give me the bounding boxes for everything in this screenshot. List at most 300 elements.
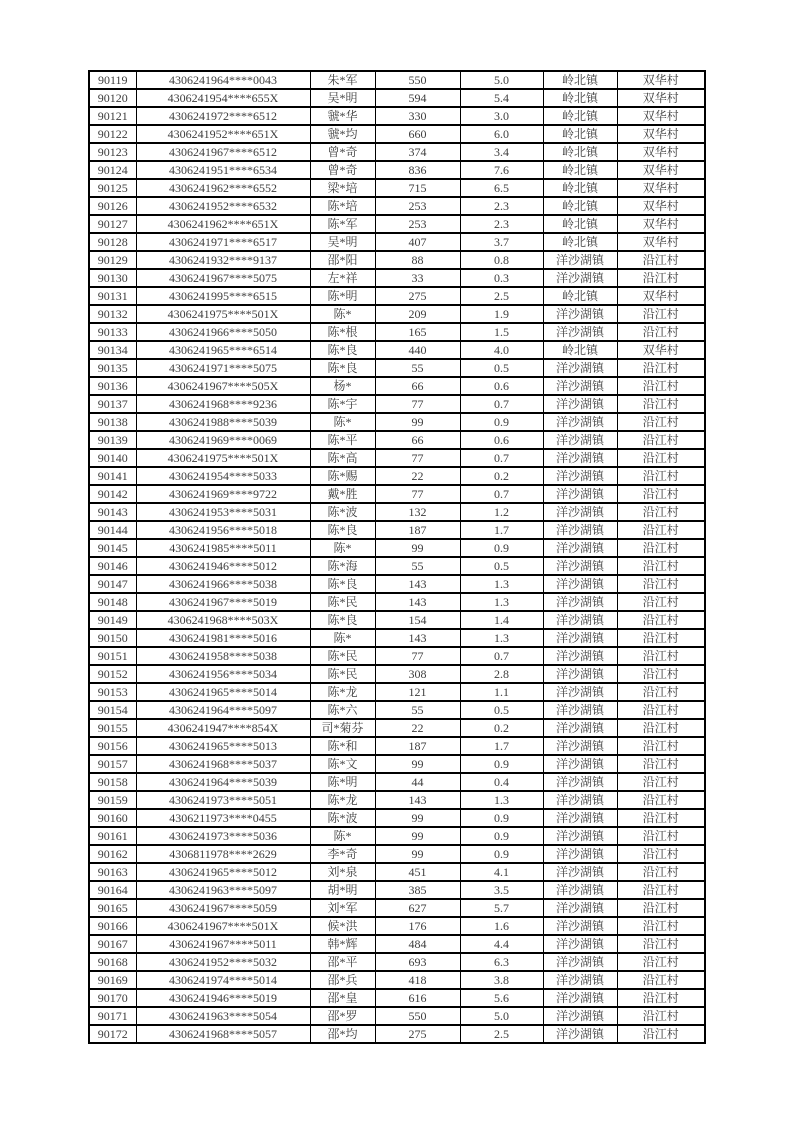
town-cell: 洋沙湖镇 xyxy=(543,431,617,449)
area-cell: 0.9 xyxy=(460,827,543,845)
village-cell: 沿江村 xyxy=(617,773,705,791)
village-cell: 沿江村 xyxy=(617,413,705,431)
village-cell: 双华村 xyxy=(617,215,705,233)
area-cell: 0.8 xyxy=(460,251,543,269)
id-number-cell: 4306241964****5039 xyxy=(136,773,310,791)
id-number-cell: 4306241969****0069 xyxy=(136,431,310,449)
village-cell: 双华村 xyxy=(617,197,705,215)
town-cell: 洋沙湖镇 xyxy=(543,881,617,899)
table-row xyxy=(89,593,705,611)
village-cell: 双华村 xyxy=(617,233,705,251)
town-cell: 洋沙湖镇 xyxy=(543,449,617,467)
amount-cell: 143 xyxy=(375,791,460,809)
area-cell: 5.7 xyxy=(460,899,543,917)
village-cell: 沿江村 xyxy=(617,593,705,611)
id-number-cell: 4306241988****5039 xyxy=(136,413,310,431)
village-cell: 沿江村 xyxy=(617,1007,705,1025)
id-number-cell: 4306241946****5012 xyxy=(136,557,310,575)
town-cell: 洋沙湖镇 xyxy=(543,1007,617,1025)
seq-cell: 90134 xyxy=(89,341,136,359)
seq-cell: 90152 xyxy=(89,665,136,683)
table-row xyxy=(89,143,705,161)
name-cell: 陈*良 xyxy=(310,521,375,539)
amount-cell: 187 xyxy=(375,521,460,539)
name-cell: 陈* xyxy=(310,305,375,323)
amount-cell: 44 xyxy=(375,773,460,791)
id-number-cell: 4306241952****6532 xyxy=(136,197,310,215)
id-number-cell: 4306241952****5032 xyxy=(136,953,310,971)
table-row xyxy=(89,287,705,305)
name-cell: 陈*培 xyxy=(310,197,375,215)
town-cell: 洋沙湖镇 xyxy=(543,359,617,377)
town-cell: 洋沙湖镇 xyxy=(543,989,617,1007)
table-row xyxy=(89,899,705,917)
id-number-cell: 4306241962****651X xyxy=(136,215,310,233)
town-cell: 洋沙湖镇 xyxy=(543,377,617,395)
id-number-cell: 4306241958****5038 xyxy=(136,647,310,665)
seq-cell: 90136 xyxy=(89,377,136,395)
name-cell: 邵*皇 xyxy=(310,989,375,1007)
table-row xyxy=(89,755,705,773)
amount-cell: 77 xyxy=(375,449,460,467)
table-row xyxy=(89,935,705,953)
id-number-cell: 4306241954****5033 xyxy=(136,467,310,485)
town-cell: 洋沙湖镇 xyxy=(543,611,617,629)
area-cell: 0.7 xyxy=(460,449,543,467)
area-cell: 0.4 xyxy=(460,773,543,791)
town-cell: 洋沙湖镇 xyxy=(543,701,617,719)
seq-cell: 90144 xyxy=(89,521,136,539)
table-row xyxy=(89,773,705,791)
area-cell: 6.0 xyxy=(460,125,543,143)
amount-cell: 836 xyxy=(375,161,460,179)
name-cell: 陈* xyxy=(310,539,375,557)
table-row xyxy=(89,881,705,899)
name-cell: 吴*明 xyxy=(310,89,375,107)
town-cell: 洋沙湖镇 xyxy=(543,773,617,791)
village-cell: 沿江村 xyxy=(617,737,705,755)
table-row xyxy=(89,665,705,683)
name-cell: 刘*军 xyxy=(310,899,375,917)
id-number-cell: 4306241973****5036 xyxy=(136,827,310,845)
table-row xyxy=(89,629,705,647)
area-cell: 4.1 xyxy=(460,863,543,881)
table-row xyxy=(89,809,705,827)
id-number-cell: 4306241946****5019 xyxy=(136,989,310,1007)
area-cell: 7.6 xyxy=(460,161,543,179)
area-cell: 3.8 xyxy=(460,971,543,989)
village-cell: 沿江村 xyxy=(617,323,705,341)
village-cell: 沿江村 xyxy=(617,539,705,557)
seq-cell: 90126 xyxy=(89,197,136,215)
seq-cell: 90169 xyxy=(89,971,136,989)
amount-cell: 77 xyxy=(375,485,460,503)
table-row xyxy=(89,215,705,233)
id-number-cell: 4306241967****5019 xyxy=(136,593,310,611)
table-row xyxy=(89,359,705,377)
seq-cell: 90171 xyxy=(89,1007,136,1025)
id-number-cell: 4306241953****5031 xyxy=(136,503,310,521)
name-cell: 曾*奇 xyxy=(310,161,375,179)
seq-cell: 90140 xyxy=(89,449,136,467)
town-cell: 洋沙湖镇 xyxy=(543,485,617,503)
area-cell: 1.3 xyxy=(460,575,543,593)
seq-cell: 90172 xyxy=(89,1025,136,1043)
name-cell: 陈* xyxy=(310,629,375,647)
seq-cell: 90130 xyxy=(89,269,136,287)
name-cell: 左*祥 xyxy=(310,269,375,287)
id-number-cell: 4306241963****5097 xyxy=(136,881,310,899)
town-cell: 洋沙湖镇 xyxy=(543,395,617,413)
village-cell: 沿江村 xyxy=(617,1025,705,1043)
area-cell: 4.0 xyxy=(460,341,543,359)
seq-cell: 90135 xyxy=(89,359,136,377)
amount-cell: 550 xyxy=(375,71,460,89)
amount-cell: 253 xyxy=(375,215,460,233)
town-cell: 岭北镇 xyxy=(543,215,617,233)
seq-cell: 90120 xyxy=(89,89,136,107)
name-cell: 陈* xyxy=(310,413,375,431)
name-cell: 陈*宇 xyxy=(310,395,375,413)
village-cell: 双华村 xyxy=(617,125,705,143)
seq-cell: 90159 xyxy=(89,791,136,809)
area-cell: 0.9 xyxy=(460,845,543,863)
amount-cell: 33 xyxy=(375,269,460,287)
seq-cell: 90155 xyxy=(89,719,136,737)
amount-cell: 143 xyxy=(375,629,460,647)
town-cell: 洋沙湖镇 xyxy=(543,827,617,845)
name-cell: 陈*龙 xyxy=(310,791,375,809)
id-number-cell: 4306241932****9137 xyxy=(136,251,310,269)
amount-cell: 176 xyxy=(375,917,460,935)
table-row xyxy=(89,269,705,287)
area-cell: 0.6 xyxy=(460,377,543,395)
table-row xyxy=(89,449,705,467)
village-cell: 沿江村 xyxy=(617,377,705,395)
amount-cell: 99 xyxy=(375,413,460,431)
beneficiary-table xyxy=(88,70,706,1044)
village-cell: 沿江村 xyxy=(617,449,705,467)
table-row xyxy=(89,179,705,197)
id-number-cell: 4306241971****5075 xyxy=(136,359,310,377)
amount-cell: 143 xyxy=(375,575,460,593)
area-cell: 1.3 xyxy=(460,593,543,611)
name-cell: 邵*均 xyxy=(310,1025,375,1043)
village-cell: 沿江村 xyxy=(617,575,705,593)
name-cell: 邵*兵 xyxy=(310,971,375,989)
name-cell: 邵*阳 xyxy=(310,251,375,269)
seq-cell: 90170 xyxy=(89,989,136,1007)
id-number-cell: 4306241975****501X xyxy=(136,305,310,323)
id-number-cell: 4306241956****5034 xyxy=(136,665,310,683)
id-number-cell: 4306241968****9236 xyxy=(136,395,310,413)
village-cell: 沿江村 xyxy=(617,251,705,269)
amount-cell: 330 xyxy=(375,107,460,125)
town-cell: 岭北镇 xyxy=(543,161,617,179)
table-row xyxy=(89,737,705,755)
name-cell: 陈*和 xyxy=(310,737,375,755)
name-cell: 胡*明 xyxy=(310,881,375,899)
amount-cell: 484 xyxy=(375,935,460,953)
town-cell: 洋沙湖镇 xyxy=(543,467,617,485)
name-cell: 曾*奇 xyxy=(310,143,375,161)
table-row xyxy=(89,719,705,737)
town-cell: 岭北镇 xyxy=(543,341,617,359)
id-number-cell: 4306241962****6552 xyxy=(136,179,310,197)
seq-cell: 90163 xyxy=(89,863,136,881)
id-number-cell: 4306241967****5011 xyxy=(136,935,310,953)
id-number-cell: 4306241968****5037 xyxy=(136,755,310,773)
village-cell: 双华村 xyxy=(617,179,705,197)
amount-cell: 99 xyxy=(375,539,460,557)
amount-cell: 55 xyxy=(375,701,460,719)
village-cell: 沿江村 xyxy=(617,935,705,953)
id-number-cell: 4306241963****5054 xyxy=(136,1007,310,1025)
amount-cell: 165 xyxy=(375,323,460,341)
seq-cell: 90133 xyxy=(89,323,136,341)
amount-cell: 440 xyxy=(375,341,460,359)
table-row xyxy=(89,395,705,413)
amount-cell: 99 xyxy=(375,827,460,845)
amount-cell: 187 xyxy=(375,737,460,755)
town-cell: 岭北镇 xyxy=(543,287,617,305)
town-cell: 洋沙湖镇 xyxy=(543,845,617,863)
table-row xyxy=(89,233,705,251)
area-cell: 2.5 xyxy=(460,1025,543,1043)
town-cell: 洋沙湖镇 xyxy=(543,737,617,755)
town-cell: 洋沙湖镇 xyxy=(543,503,617,521)
seq-cell: 90121 xyxy=(89,107,136,125)
amount-cell: 627 xyxy=(375,899,460,917)
town-cell: 洋沙湖镇 xyxy=(543,305,617,323)
amount-cell: 121 xyxy=(375,683,460,701)
name-cell: 邵*罗 xyxy=(310,1007,375,1025)
amount-cell: 88 xyxy=(375,251,460,269)
amount-cell: 132 xyxy=(375,503,460,521)
village-cell: 沿江村 xyxy=(617,917,705,935)
table-row xyxy=(89,89,705,107)
town-cell: 洋沙湖镇 xyxy=(543,413,617,431)
id-number-cell: 4306241964****0043 xyxy=(136,71,310,89)
area-cell: 2.3 xyxy=(460,197,543,215)
area-cell: 0.5 xyxy=(460,359,543,377)
name-cell: 戴*胜 xyxy=(310,485,375,503)
id-number-cell: 4306241952****651X xyxy=(136,125,310,143)
town-cell: 洋沙湖镇 xyxy=(543,539,617,557)
area-cell: 1.6 xyxy=(460,917,543,935)
table-row xyxy=(89,971,705,989)
table-row xyxy=(89,1025,705,1043)
table-row xyxy=(89,953,705,971)
id-number-cell: 4306241965****6514 xyxy=(136,341,310,359)
town-cell: 洋沙湖镇 xyxy=(543,629,617,647)
amount-cell: 594 xyxy=(375,89,460,107)
table-row xyxy=(89,827,705,845)
seq-cell: 90141 xyxy=(89,467,136,485)
area-cell: 2.5 xyxy=(460,287,543,305)
id-number-cell: 4306241956****5018 xyxy=(136,521,310,539)
seq-cell: 90128 xyxy=(89,233,136,251)
id-number-cell: 4306241965****5014 xyxy=(136,683,310,701)
amount-cell: 154 xyxy=(375,611,460,629)
area-cell: 1.7 xyxy=(460,521,543,539)
name-cell: 陈*明 xyxy=(310,287,375,305)
village-cell: 沿江村 xyxy=(617,719,705,737)
amount-cell: 407 xyxy=(375,233,460,251)
area-cell: 5.4 xyxy=(460,89,543,107)
name-cell: 陈* xyxy=(310,827,375,845)
town-cell: 岭北镇 xyxy=(543,125,617,143)
name-cell: 陈*波 xyxy=(310,809,375,827)
table-row xyxy=(89,377,705,395)
id-number-cell: 4306241985****5011 xyxy=(136,539,310,557)
village-cell: 沿江村 xyxy=(617,845,705,863)
id-number-cell: 4306241968****503X xyxy=(136,611,310,629)
id-number-cell: 4306811978****2629 xyxy=(136,845,310,863)
table-row xyxy=(89,647,705,665)
name-cell: 李*奇 xyxy=(310,845,375,863)
table-row xyxy=(89,467,705,485)
town-cell: 洋沙湖镇 xyxy=(543,809,617,827)
area-cell: 1.4 xyxy=(460,611,543,629)
id-number-cell: 4306241947****854X xyxy=(136,719,310,737)
id-number-cell: 4306241981****5016 xyxy=(136,629,310,647)
seq-cell: 90166 xyxy=(89,917,136,935)
village-cell: 沿江村 xyxy=(617,899,705,917)
id-number-cell: 4306241971****6517 xyxy=(136,233,310,251)
area-cell: 1.2 xyxy=(460,503,543,521)
table-row xyxy=(89,989,705,1007)
table-row xyxy=(89,305,705,323)
amount-cell: 275 xyxy=(375,287,460,305)
village-cell: 沿江村 xyxy=(617,881,705,899)
id-number-cell: 4306241967****5075 xyxy=(136,269,310,287)
seq-cell: 90125 xyxy=(89,179,136,197)
area-cell: 0.5 xyxy=(460,557,543,575)
table-row xyxy=(89,575,705,593)
table-row xyxy=(89,683,705,701)
id-number-cell: 4306241967****5059 xyxy=(136,899,310,917)
village-cell: 双华村 xyxy=(617,71,705,89)
name-cell: 陈*赐 xyxy=(310,467,375,485)
table-row xyxy=(89,251,705,269)
table-row xyxy=(89,845,705,863)
village-cell: 沿江村 xyxy=(617,827,705,845)
seq-cell: 90119 xyxy=(89,71,136,89)
id-number-cell: 4306241966****5050 xyxy=(136,323,310,341)
name-cell: 陈*明 xyxy=(310,773,375,791)
village-cell: 沿江村 xyxy=(617,395,705,413)
village-cell: 沿江村 xyxy=(617,809,705,827)
id-number-cell: 4306241966****5038 xyxy=(136,575,310,593)
town-cell: 洋沙湖镇 xyxy=(543,269,617,287)
area-cell: 0.7 xyxy=(460,485,543,503)
amount-cell: 418 xyxy=(375,971,460,989)
table-row xyxy=(89,485,705,503)
village-cell: 双华村 xyxy=(617,107,705,125)
table-row xyxy=(89,71,705,89)
amount-cell: 693 xyxy=(375,953,460,971)
seq-cell: 90153 xyxy=(89,683,136,701)
name-cell: 陈*良 xyxy=(310,611,375,629)
table-row xyxy=(89,863,705,881)
name-cell: 陈*海 xyxy=(310,557,375,575)
town-cell: 洋沙湖镇 xyxy=(543,755,617,773)
name-cell: 虢*均 xyxy=(310,125,375,143)
seq-cell: 90164 xyxy=(89,881,136,899)
amount-cell: 715 xyxy=(375,179,460,197)
village-cell: 沿江村 xyxy=(617,557,705,575)
town-cell: 岭北镇 xyxy=(543,71,617,89)
area-cell: 5.0 xyxy=(460,71,543,89)
town-cell: 洋沙湖镇 xyxy=(543,719,617,737)
id-number-cell: 4306211973****0455 xyxy=(136,809,310,827)
seq-cell: 90129 xyxy=(89,251,136,269)
seq-cell: 90167 xyxy=(89,935,136,953)
area-cell: 6.5 xyxy=(460,179,543,197)
village-cell: 沿江村 xyxy=(617,305,705,323)
seq-cell: 90158 xyxy=(89,773,136,791)
area-cell: 1.3 xyxy=(460,629,543,647)
name-cell: 陈*军 xyxy=(310,215,375,233)
town-cell: 洋沙湖镇 xyxy=(543,917,617,935)
village-cell: 沿江村 xyxy=(617,665,705,683)
table-row xyxy=(89,107,705,125)
table-row xyxy=(89,197,705,215)
town-cell: 洋沙湖镇 xyxy=(543,863,617,881)
area-cell: 0.7 xyxy=(460,395,543,413)
name-cell: 陈*文 xyxy=(310,755,375,773)
table-row xyxy=(89,341,705,359)
area-cell: 3.4 xyxy=(460,143,543,161)
village-cell: 沿江村 xyxy=(617,863,705,881)
seq-cell: 90168 xyxy=(89,953,136,971)
village-cell: 双华村 xyxy=(617,287,705,305)
name-cell: 梁*培 xyxy=(310,179,375,197)
seq-cell: 90145 xyxy=(89,539,136,557)
amount-cell: 550 xyxy=(375,1007,460,1025)
area-cell: 0.9 xyxy=(460,755,543,773)
name-cell: 陈*良 xyxy=(310,359,375,377)
name-cell: 韩*辉 xyxy=(310,935,375,953)
area-cell: 0.9 xyxy=(460,413,543,431)
name-cell: 陈*平 xyxy=(310,431,375,449)
village-cell: 沿江村 xyxy=(617,989,705,1007)
name-cell: 陈*波 xyxy=(310,503,375,521)
area-cell: 3.5 xyxy=(460,881,543,899)
table-row xyxy=(89,917,705,935)
town-cell: 洋沙湖镇 xyxy=(543,899,617,917)
village-cell: 双华村 xyxy=(617,143,705,161)
table-row xyxy=(89,611,705,629)
name-cell: 邵*平 xyxy=(310,953,375,971)
seq-cell: 90146 xyxy=(89,557,136,575)
town-cell: 洋沙湖镇 xyxy=(543,647,617,665)
village-cell: 双华村 xyxy=(617,161,705,179)
village-cell: 沿江村 xyxy=(617,485,705,503)
town-cell: 岭北镇 xyxy=(543,233,617,251)
village-cell: 沿江村 xyxy=(617,503,705,521)
seq-cell: 90143 xyxy=(89,503,136,521)
area-cell: 5.0 xyxy=(460,1007,543,1025)
name-cell: 陈*良 xyxy=(310,575,375,593)
table-row xyxy=(89,701,705,719)
seq-cell: 90150 xyxy=(89,629,136,647)
amount-cell: 385 xyxy=(375,881,460,899)
amount-cell: 451 xyxy=(375,863,460,881)
seq-cell: 90149 xyxy=(89,611,136,629)
id-number-cell: 4306241964****5097 xyxy=(136,701,310,719)
